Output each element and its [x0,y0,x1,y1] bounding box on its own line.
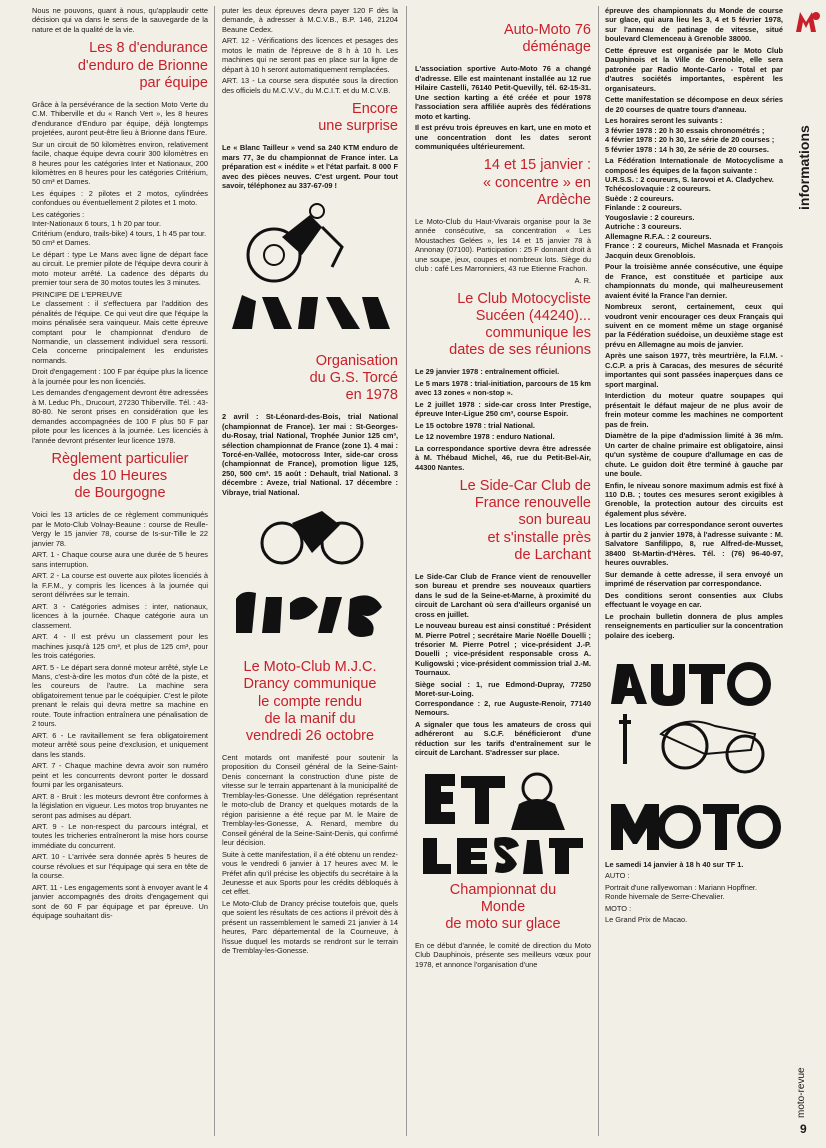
brionne-paragraph: Les équipes : 2 pilotes et 2 motos, cylindrées confondues ou éventuellement 2 pilotes et 1 moto. [32,188,208,208]
article-item: ART. 3 - Catégories admises : inter, nationaux, licences à la journée. Chaque catégorie aura un classement. [32,601,208,630]
suceen-headline: Le Club Motocycliste Sucéen (44240)... communique les dates de ses réunions [449,291,591,359]
column-4 [605,6,783,927]
column-1 [32,6,208,923]
date-item: Le 15 octobre 1978 : trial National. [415,420,535,430]
tv-auto-items: Portrait d'une rallyewoman : Mariann Hopffner. Ronde hivernale de Serre-Chevalier. [605,882,758,902]
brionne-paragraph: Sur un circuit de 50 kilomètres environ, relativement facile, chaque équipe devra courir 300 kilomètres en 8 heures pour les catégories Inter et Nationaux, 200 kilomètres en 8 heures pour les catégories Critérium, 50 cm³ et Dames. [32,139,208,187]
surprise-paragraph: Le « Blanc Tailleur » vend sa 240 KTM enduro de mars 77, 3e du championnat de France inter. La préparation est « inédite » et l'état parfait. 8 000 F avec des pièces neuves. C'est urgent. Pour tout savoir, téléphonez au 337-67-09 ! [222,143,398,191]
brionne-headline: Les 8 d'endurance d'enduro de Brionne par équipe [77,40,208,91]
brionne-paragraph: PRINCIPE DE L'EPREUVE Le classement : il s'effectuera par l'addition des pénalités de l'équipe. Ce qui veut dire que l'équipe la moins pénalisée sera vainqueur. Mais cette épreuve comptant pour le championnat d'enduro de Normandie, un classement individuel sera ressorti. Cela concerne principalement les enduristes normands. [32,289,208,365]
glace-paragraph: Cette manifestation se décompose en deux séries de 20 courses de quatre tours d'anneau. [605,95,783,114]
glace-paragraph: Enfin, le niveau sonore maximum admis est fixé à 110 D.B. ; toutes ces mesures seront exigibles à Grenoble, la protection autour des circuits est également plus sévère. [605,480,783,518]
article-item: ART. 13 - La course sera disputée sous la direction des officiels du M.C.V.V., du M.C.I.T. et du M.C.V.B. [222,76,398,95]
date-item: Le 2 juillet 1978 : side-car cross Inter Prestige, épreuve Inter-Ligue 250 cm³, course Espoir. [415,399,591,419]
glace-paragraph: Des conditions seront consenties aux Clubs effectuant le voyage en car. [605,590,783,610]
sidecar-headline: Le Side-Car Club de France renouvelle son bureau et s'installe près de Larchant [459,478,591,563]
article-item: ART. 4 - Il est prévu un classement pour les machines jusqu'à 125 cm³, et plus de 125 cm³, pour les trois catégories. [32,632,208,661]
sidecar-paragraph: Le nouveau bureau est ainsi constitué : Président M. Pierre Potrel ; secrétaire Marie Noëlle Douelli ; trésorier M. Pierre Potrel ; vice-président J.-P. Douelli ; vice-président responsable cross A. Kuligowski ; vice-président commission trial J.-M. Tournaux. [415,621,591,678]
bourgogne-continued: puter les deux épreuves devra payer 120 F dès la demande, à adresser à M.C.V.B., B.P. 146, 21204 Beaune Cedex. [222,6,398,34]
brionne-paragraph: Les demandes d'engagement devront être adressées à M. Leduc Ph., Drucourt, 27230 Thiberville. Tél. : 43-80-80. Ne seront prises en considération que les demandes accompagnées de 100 F plus 50 F par pilote pour les licences à la journée. Les licenciés à l'année devront présenter leur licence 1978. [32,388,208,445]
article-item: ART. 2 - La course est ouverte aux pilotes licenciés à la F.F.M., y compris les licences à la journée qui seront délivrées sur le terrain. [32,571,208,600]
glace-paragraph: Les locations par correspondance seront ouvertes à partir du 2 janvier 1978, à l'adresse suivante : M. Salvatore Sanfilippo, 8, rue Alfred-de-Musset, 38400 St-Martin-d'Hères. Tél. : (76) 96-40-97, heures ouvrables. [605,520,783,568]
article-item: ART. 8 - Bruit : les moteurs devront être conformes à la législation en vigueur. Les motos trop bruyantes ne seront pas admises au départ. [32,791,208,820]
glace-paragraph: Sur demande à cette adresse, il sera envoyé un imprimé de réservation par correspondance. [605,569,783,589]
bourgogne-articles [32,550,208,920]
drancy-paragraph: Suite à cette manifestation, il a été obtenu un rendez-vous le vendredi 6 janvier à 17 heures avec M. le Préfet afin qu'il précise les objectifs du secrétaire à la Jeunesse et aux Sports pour les crédits débloqués à cet effet. [222,849,398,897]
trial-illustration [222,197,398,347]
automoto76-headline: Auto-Moto 76 déménage [503,22,591,56]
date-item: La correspondance sportive devra être adressée à M. Thébaud Michel, 46, rue du Petit-Bel-Air, 44300 Nantes. [415,443,591,472]
bourgogne-intro: Voici les 13 articles de ce règlement communiqués par le Moto-Club Volnay-Beaune : course de Reulle-Vergy le 15 janvier 78, course de Is-sur-Tille le 22 janvier 78. [32,510,208,548]
glace-continued: épreuve des championnats du Monde de course sur glace, qui aura lieu les 3, 4 et 5 février 1978, sur l'anneau de patinage de vitesse, situé boulevard Clemenceau à Grenoble 38000. [605,6,783,44]
glace-headline: Championnat du Monde de moto sur glace [445,881,561,932]
tv-auto-label: AUTO : [605,871,630,881]
glace-paragraph: Diamètre de la pipe d'admission limité à 36 m/m. Un carter de chaîne primaire est obligatoire, ainsi qu'un système de coupure d'allumage en cas de chute. Le guidon doit être terminé à gauche par une boule. [605,431,783,479]
brionne-paragraph: Le départ : type Le Mans avec ligne de départ face au circuit. Le premier pilote de l'équipe devra courir à moto moteur arrêté. La cadence des départs du premier tour sera de 30 motos toutes les 3 minutes. [32,249,208,288]
et-les-autres-drawing [415,764,591,876]
tv-moto-label: MOTO : [605,903,632,913]
article-item: ART. 11 - Les engagements sont à envoyer avant le 4 janvier accompagnés des droits d'engagement qui sont de 60 F par équipage et par épreuve. Un équipage souhaitant dis- [32,882,208,921]
column-3 [415,6,591,971]
date-item: Le 29 janvier 1978 : entraînement officiel. [415,367,560,377]
article-item: ART. 12 - Vérifications des licences et pesages des motos le matin de l'épreuve de 8 h à 10 h. Les machines qui ne seront pas en place sur la ligne de départ à 10 h seront automatiquement remplacées. [222,36,398,74]
article-item: ART. 9 - Le non-respect du parcours intégral, et toutes les tricheries entraîneront la mise hors course immédiate du concurrent. [32,822,208,850]
clubs-illustration [222,503,398,653]
column-2 [222,6,398,958]
brionne-paragraph: Droit d'engagement : 100 F par équipe plus la licence à la journée pour les non licenciés. [32,367,208,386]
torce-headline: Organisation du G.S. Torcé en 1978 [309,352,398,403]
glace-paragraph: En ce début d'année, le comité de direction du Moto Club Dauphinois, présente ses meilleurs vœux pour 1978, et annonce l'organisation d'une [415,940,591,969]
auto-moto-drawing [605,654,783,854]
ardeche-signature: A. R. [574,275,591,285]
intro-paragraph: Nous ne pouvons, quant à nous, qu'applaudir cette décision qui va dans le sens de la sauvegarde de la nature et de la qualité de la vie. [32,6,208,34]
glace-teams: La Fédération Internationale de Motocyclisme a composé les équipes de la façon suivante : U.R.S.S. : 2 coureurs, S. Iarovoi et A. Cladychev. Tchécoslovaquie : 2 coureurs. Suède : 2 coureurs. Finlande : 2 coureurs. Yougoslavie : 2 coureurs. Autriche : 3 coureurs. Allemagne R.F.A. : 2 coureurs. France : 2 coureurs, Michel Masnada et François Jacquin deux Grenoblois. [605,156,783,260]
column-divider [598,6,599,1136]
ardeche-headline: 14 et 15 janvier : « concentre » en Ardèche [482,157,591,208]
brionne-paragraph: Les catégories : Inter-Nationaux 6 tours, 1 h 20 par tour. Critérium (enduro, trails-bike) 4 tours, 1 h 45 par tour. 50 cm³ et Dames. [32,209,207,248]
surprise-headline: Encore une surprise [318,101,398,135]
drancy-paragraph: Cent motards ont manifesté pour soutenir la proposition du Conseil général de la Seine-Saint-Denis concernant la construction d'une piste de vitesse sur le terrain appartenant à la municipalité de Tremblay-les-Gonesse. Une délégation représentant le moto-club de Drancy et quelques motards de la région parisienne a été reçue par M. le Maire de Tremblay-les-Gonesse, A. Renard, membre du Conseil général de la Seine-Saint-Denis, qui confirmé leur décision. [222,752,398,848]
glace-paragraph: Le prochain bulletin donnera de plus amples renseignements en particulier sur la concentration polaire des iceberg. [605,611,783,640]
sidecar-paragraph: A signaler que tous les amateurs de cross qui adhéreront au S.C.F. bénéficieront d'une réduction sur les tarifs d'entraînement sur le circuit de Larchant. S'adresser sur place. [415,719,591,758]
clubs-rider-drawing [222,503,398,653]
magazine-name [796,1060,818,1120]
sidecar-paragraph: Le Side-Car Club de France vient de renouveller son bureau et prendre ses nouveaux quartiers dans le sud de la Seine-et-Marne, à proximité du circuit de Larchant où sera d'ailleurs organisé un cross en juillet. [415,571,591,619]
magazine-name-text: moto-revue [796,1067,807,1118]
et-les-autres-illustration [415,764,591,876]
article-item: ART. 5 - Le départ sera donné moteur arrêté, style Le Mans, c'est-à-dire les motos d'un côté de la piste, et les coureurs de l'autre. La machine sera obligatoirement tenue par le coéquipier. C'est le pilote prenant le relais qui devra mettre sa machine en route. Toute infraction entraînera une pénalisation de 2 tours. [32,662,208,729]
drancy-headline: Le Moto-Club M.J.C. Drancy communique le compte rendu de la manif du vendredi 26 octobre [243,659,377,744]
magazine-logo-icon [794,8,822,34]
suceen-dates [415,367,591,472]
torce-paragraph: 2 avril : St-Léonard-des-Bois, trial National (championnat de France). 1er mai : St-Georges-du-Rosay, trial National, Trophée Junior 125 cm³, sélection championnat de France (zone 1). 4 mai : Torcé-en-Vallée, motocross Inter, side-car cross (championnat de France), promotion ligue 125, 250, 500 cm³. 15 août : Dehault, trial National. 3 décembre : Aveze, trial National. 17 décembre : Vibraye, trial National. [222,412,398,497]
section-label-text: informations [796,125,812,210]
glace-schedule: Les horaires seront les suivants : 3 février 1978 : 20 h 30 essais chronométrés ; 4 février 1978 : 20 h 30, 1re série de 20 courses ; 5 février 1978 : 14 h 30, 2e série de 20 courses. [605,116,775,154]
page-number: 9 [800,1122,807,1136]
glace-paragraph: Nombreux seront, certainement, ceux qui voudront venir encourager ces deux Français qui suivent en ce moment même un stage organisé par la Fédération suédoise, un deuxième stage est prévu en Allemagne au mois de janvier. [605,302,783,349]
glace-paragraph: Interdiction du moteur quatre soupapes qui présentait le défaut majeur de ne plus avoir de frein moteur comme les machines ne comportent pas de frein. [605,391,783,429]
article-item: ART. 7 - Chaque machine devra avoir son numéro peint et les concurrents devront porter le dossard fourni par les organisateurs. [32,761,208,790]
date-item: Le 12 novembre 1978 : enduro National. [415,432,555,442]
tv-schedule-intro: Le samedi 14 janvier à 18 h 40 sur TF 1. [605,860,744,869]
glace-paragraph: Pour la troisième année consécutive, une équipe de France, est constituée et participe aux championnats du monde, qui malheureusement avaient évité la France l'an dernier. [605,262,783,300]
column-divider [406,6,407,1136]
brionne-paragraph: Grâce à la persévérance de la section Moto Verte du C.M. Thiberville et du « Ranch Vert », les 8 heures d'endurance d'Enduro par équipe, déjà longtemps projetées, auront peut-être lieu à Brionne dans l'Eure. [32,99,208,138]
bourgogne-headline: Règlement particulier des 10 Heures de Bourgogne [51,451,189,502]
drancy-paragraph: Le Moto-Club de Drancy précise toutefois que, quels que soient les résultats de ces actions il prévoit dès à présent un rassemblement le samedi 21 janvier à 14 heures, Parc départemental de la Courneuve, à l'issue duquel les motards se rendront sur le terrain de Tremblay-les-Gonesse. [222,898,398,956]
trial-rider-drawing [222,197,398,347]
section-label [792,60,820,260]
column-divider [214,6,215,1136]
glace-paragraph: Après une saison 1977, très meurtrière, la F.I.M. - C.C.P. a pris à Caracas, des mesures de sécurité importantes qui sont passées inaperçues dans ce sport marginal. [605,351,783,389]
ardeche-paragraph: Le Moto-Club du Haut-Vivarais organise pour la 3e année consécutive, sa concentration « Les Moustaches Gelées », les 14 et 15 janvier 78 à Annonay (07100). Participation : 25 F donnant droit à une soupe, jeux, coupes et nombreux lots. Siège du club : café Les Marronniers, 43 rue Etienne Frachon. [415,216,591,274]
auto-moto-illustration [605,654,783,854]
sidecar-paragraph: Siège social : 1, rue Edmond-Dupray, 77250 Moret-sur-Loing. Correspondance : 2, rue Auguste-Renoir, 77140 Nemours. [415,679,591,718]
automoto76-paragraph: L'association sportive Auto-Moto 76 a changé d'adresse. Elle est maintenant installée au 12 rue Hilaire Castelli, 76140 Petit-Quevilly, tél. 62-15-31. Une section karting a été créée et pour 1978 l'association sera affiliée auprès des fédérations moto et karting. [415,64,591,121]
date-item: Le 5 mars 1978 : trial-initiation, parcours de 15 km avec 13 zones « non-stop ». [415,378,591,398]
tv-moto-items: Le Grand Prix de Macao. [605,915,688,925]
article-item: ART. 6 - Le ravitaillement se fera obligatoirement moteur arrêté sous peine d'exclusion, et uniquement dans les stands. [32,730,208,759]
article-item: ART. 1 - Chaque course aura une durée de 5 heures sans interruption. [32,550,208,569]
glace-paragraph: Cette épreuve est organisée par le Moto Club Dauphinois et la Ville de Grenoble, elle sera patronée par Radio Monte-Carlo - Total et par d'autres sociétés importantes, espèrent les organisateurs. [605,45,783,93]
automoto76-paragraph: Il est prévu trois épreuves en kart, une en moto et une concentration dont les dates seront communiquées ultérieurement. [415,123,591,151]
article-item: ART. 10 - L'arrivée sera donnée après 5 heures de course révolues et sur l'équipage qui sera en tête de la course. [32,852,208,881]
